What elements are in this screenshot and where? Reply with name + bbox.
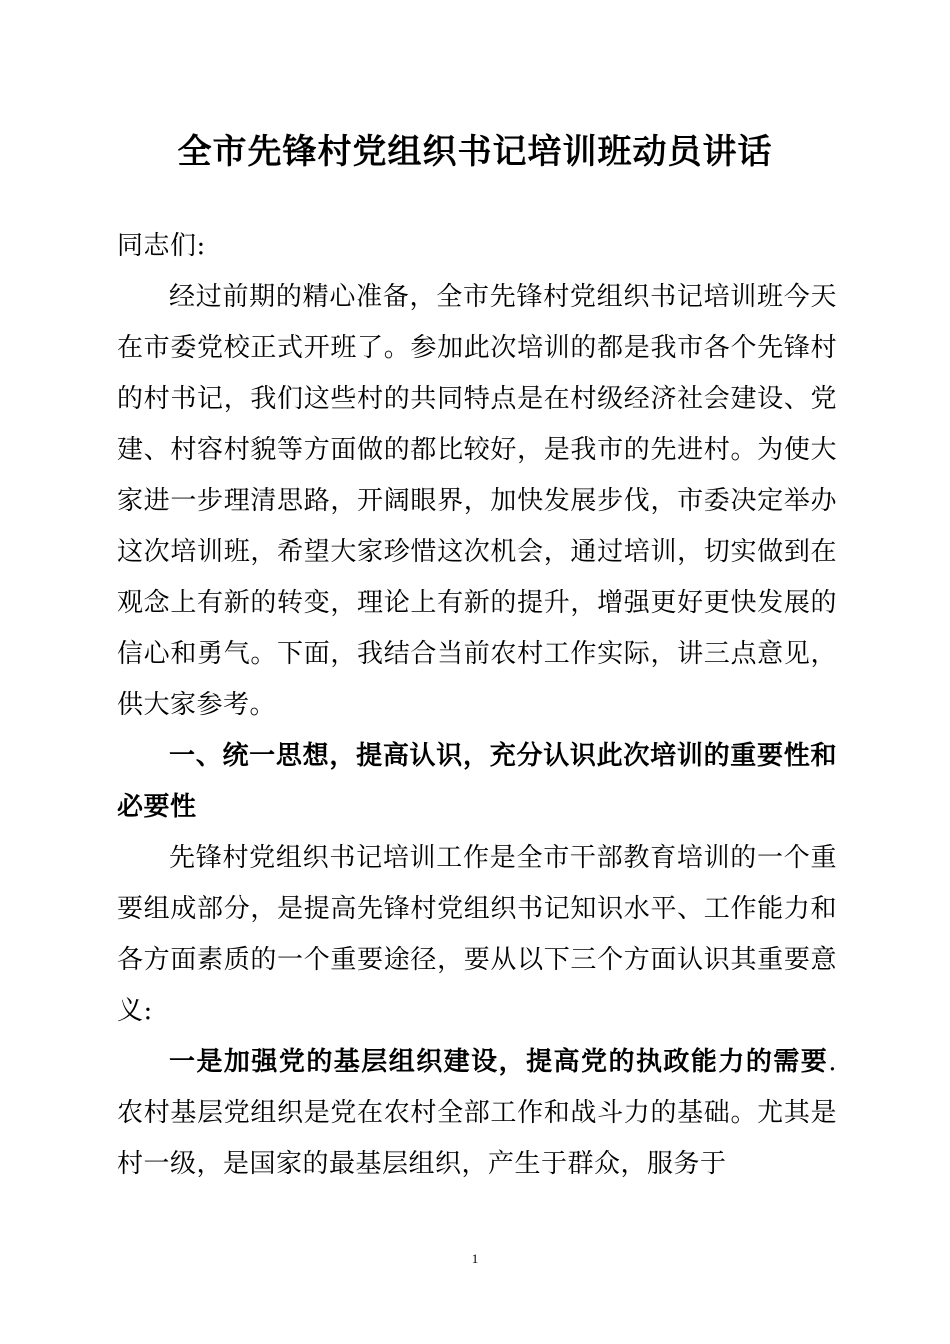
point-1-lead: 一是加强党的基层组织建设，提高党的执政能力的需要 bbox=[169, 1047, 829, 1077]
intro-paragraph: 经过前期的精心准备，全市先锋村党组织书记培训班今天在市委党校正式开班了。参加此次培训的都是我市各个先锋村的村书记，我们这些村的共同特点是在村级经济社会建设、党建、村容村貌等方面做的都比较好，是我市的先进村。为使大家进一步理清思路，开阔眼界，加快发展步伐，市委决定举办这次培训班，希望大家珍惜这次机会，通过培训，切实做到在观念上有新的转变，理论上有新的提升，增强更好更快发展的信心和勇气。下面，我结合当前农村工作实际，讲三点意见，供大家参考。 bbox=[117, 282, 837, 720]
point-1-paragraph bbox=[117, 1037, 837, 1190]
salutation: 同志们: bbox=[117, 231, 206, 261]
section-1-paragraph: 先锋村党组织书记培训工作是全市干部教育培训的一个重要组成部分，是提高先锋村党组织书记知识水平、工作能力和各方面素质的一个重要途径，要从以下三个方面认识其重要意义: bbox=[117, 843, 837, 1026]
point-1-body: .农村基层党组织是党在农村全部工作和战斗力的基础。尤其是村一级，是国家的最基层组织，产生于群众，服务于 bbox=[117, 1047, 837, 1179]
section-heading-1: 一、统一思想，提高认识，充分认识此次培训的重要性和必要性 bbox=[117, 741, 837, 822]
document-title: 全市先锋村党组织书记培训班动员讲话 bbox=[177, 132, 773, 172]
page-number: 1 bbox=[471, 1251, 479, 1266]
document-body bbox=[117, 221, 837, 1190]
